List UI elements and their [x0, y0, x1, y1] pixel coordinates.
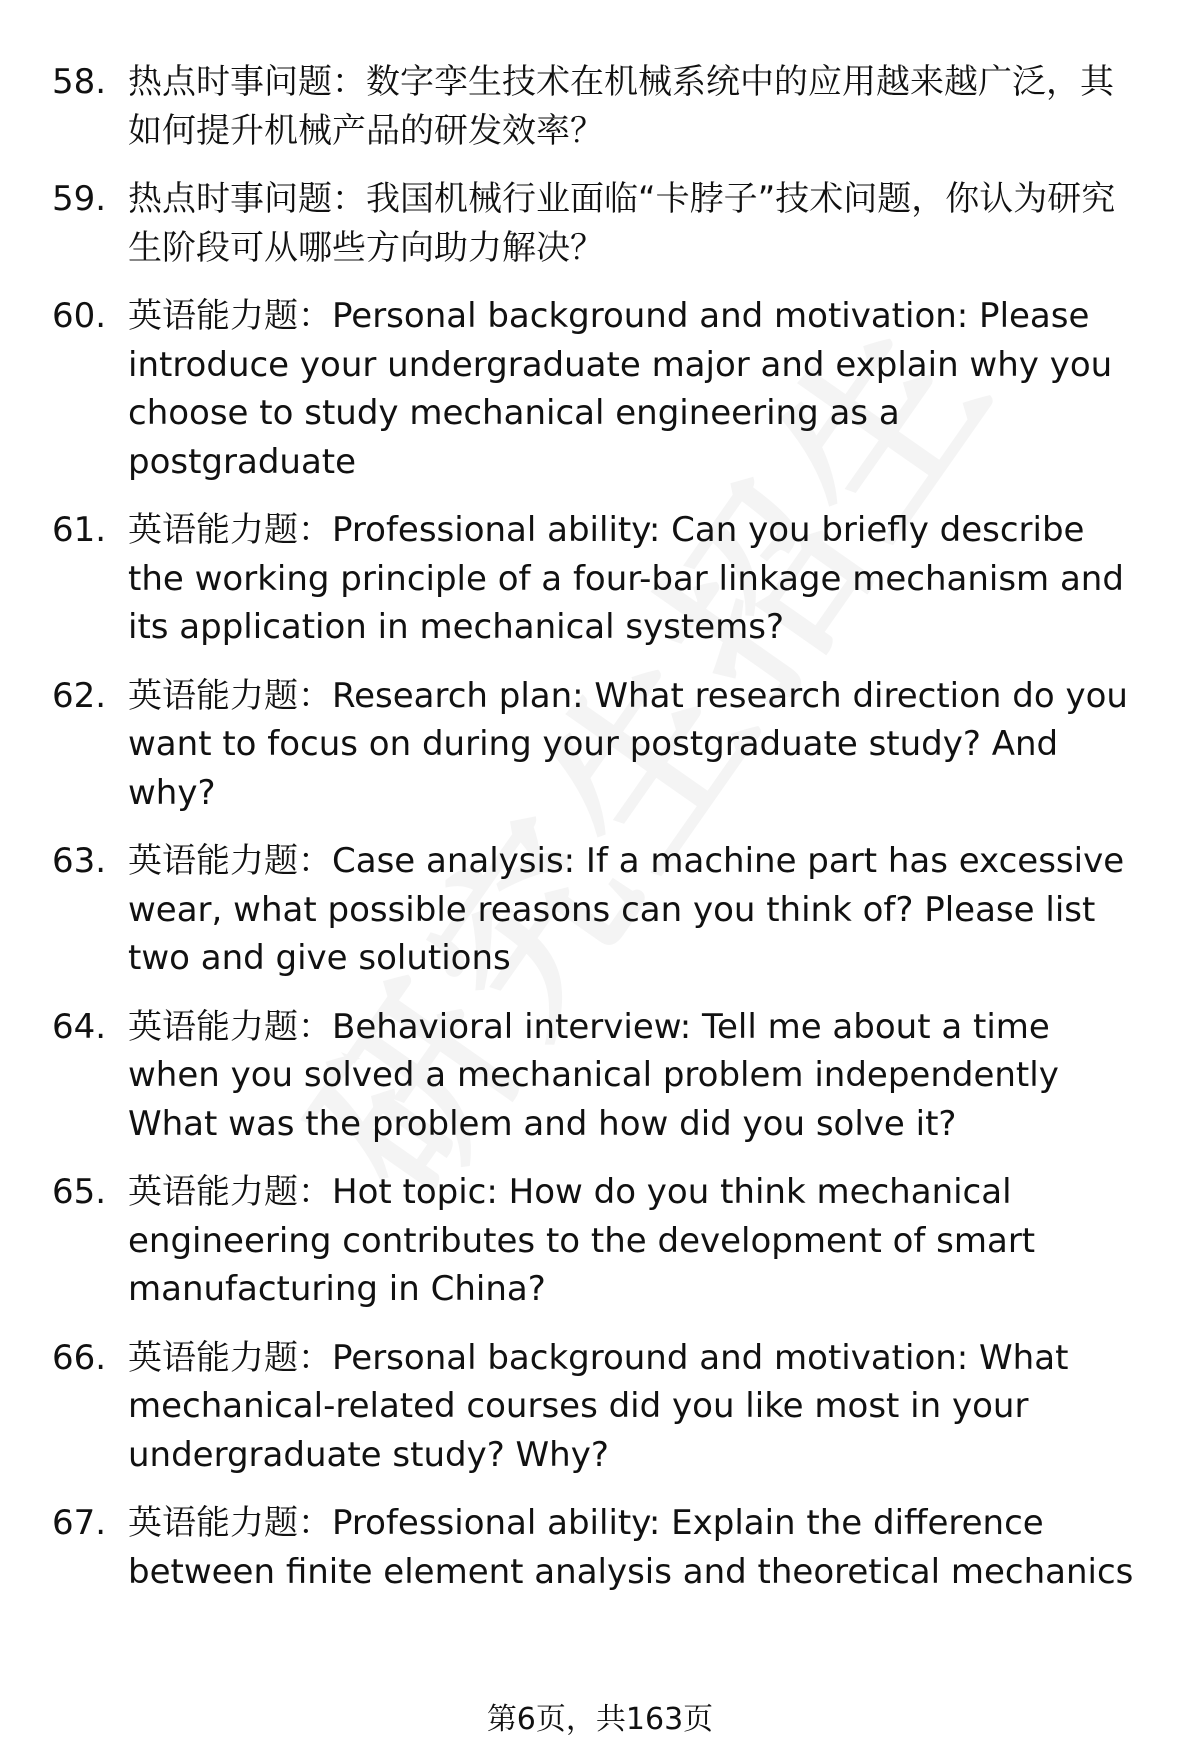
question-item — [0, 1334, 1200, 1480]
question-item — [0, 1168, 1200, 1314]
question-item — [0, 58, 1200, 155]
question-number: 61. — [52, 510, 107, 550]
question-item — [0, 1003, 1200, 1149]
question-number: 59. — [52, 179, 107, 219]
question-number: 66. — [52, 1337, 107, 1378]
question-text: 英语能力题：Hot topic: How do you think mechanical engineering contributes to the development of smart manufacturing in China? — [128, 1172, 1036, 1309]
question-item — [0, 837, 1200, 983]
question-text: 英语能力题：Case analysis: If a machine part has excessive wear, what possible reasons can you think of? Please list two and give solutions — [128, 841, 1125, 978]
question-text: 英语能力题：Behavioral interview: Tell me about a time when you solved a mechanical problem independently What was the problem and how did you solve it? — [128, 1006, 1059, 1144]
question-number: 60. — [52, 296, 107, 336]
question-item — [0, 672, 1200, 818]
question-item — [0, 175, 1200, 272]
question-number: 62. — [52, 675, 107, 716]
question-item — [0, 1499, 1200, 1596]
question-number: 65. — [52, 1172, 107, 1212]
question-text: 热点时事问题：我国机械行业面临“卡脖子”技术问题，你认为研究生阶段可从哪些方向助力解决？ — [128, 179, 1116, 268]
page-footer: 第6页，共163页 — [486, 1702, 714, 1737]
question-number: 58. — [52, 62, 107, 102]
question-text: 英语能力题：Personal background and motivation: What mechanical-related courses did you like most in your undergraduate study? Why? — [128, 1337, 1069, 1475]
question-number: 64. — [52, 1006, 107, 1047]
question-item — [0, 506, 1200, 652]
question-number: 63. — [52, 841, 107, 881]
question-list — [0, 58, 1200, 1616]
question-item — [0, 292, 1200, 486]
question-text: 英语能力题：Professional ability: Explain the difference between finite element analysis and theoretical mechanics — [128, 1503, 1134, 1592]
question-text: 热点时事问题：数字孪生技术在机械系统中的应用越来越广泛，其如何提升机械产品的研发效率？ — [128, 62, 1114, 151]
question-text: 英语能力题：Professional ability: Can you briefly describe the working principle of a four-bar linkage mechanism and its application in mechanical systems? — [128, 510, 1124, 647]
question-text: 英语能力题：Personal background and motivation: Please introduce your undergraduate major and explain why you choose to study mechanical engineering as a postgraduate — [128, 296, 1113, 482]
question-number: 67. — [52, 1503, 107, 1543]
question-text: 英语能力题：Research plan: What research direction do you want to focus on during your postgraduate study? And why? — [128, 675, 1128, 813]
